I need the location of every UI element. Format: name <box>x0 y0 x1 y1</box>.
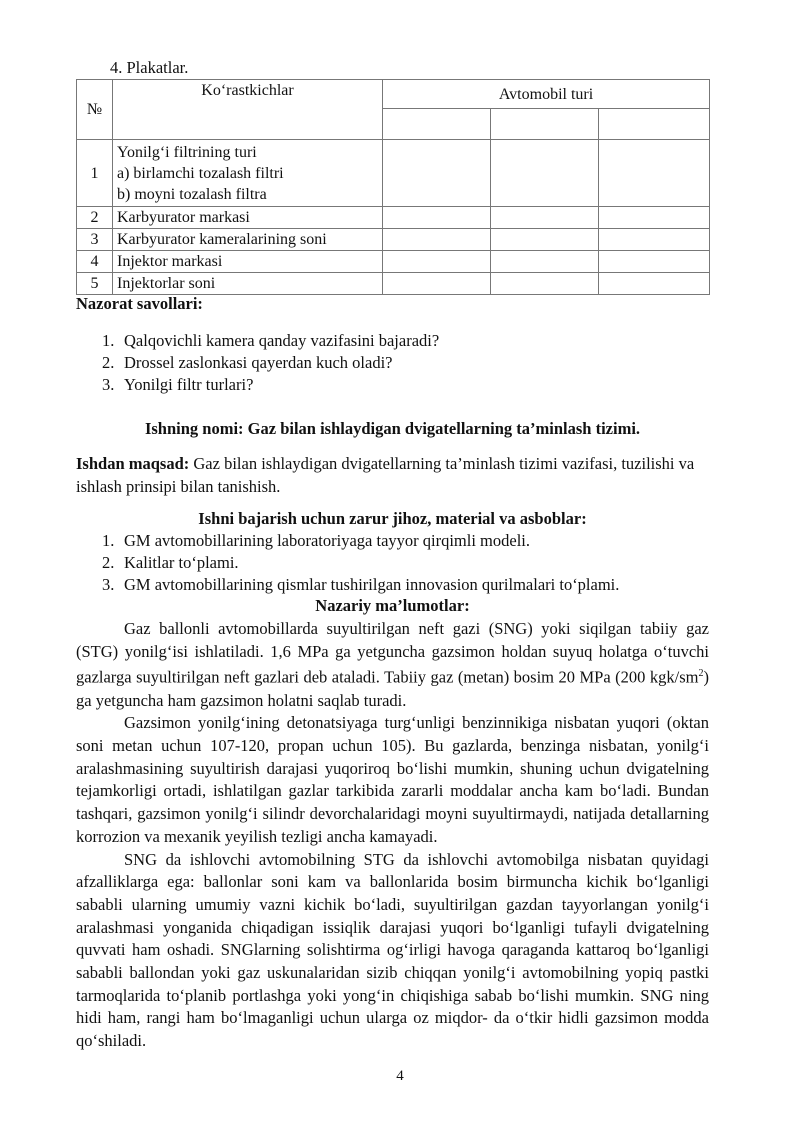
row-label <box>113 140 383 207</box>
table-cell <box>383 251 491 273</box>
table-cell <box>599 273 710 295</box>
table-cell <box>599 251 710 273</box>
list-item <box>76 530 776 552</box>
superscript: 2 <box>698 668 704 680</box>
row-num: 5 <box>77 273 113 295</box>
jihoz-heading: Ishni bajarish uchun zarur jihoz, material va asboblar: <box>198 509 587 528</box>
row-num: 3 <box>77 229 113 251</box>
list-text: GM avtomobillarining laboratoriyaga tayyor qirqimli modeli. <box>124 531 530 550</box>
table-cell <box>491 207 599 229</box>
row-label-line: Yonilg‘i filtrining turi <box>117 143 257 161</box>
table-cell <box>599 109 710 140</box>
list-item <box>76 552 776 574</box>
row-num: 1 <box>77 140 113 207</box>
list-number: 2. <box>102 553 115 572</box>
table-cell <box>491 273 599 295</box>
row-label: Injektor markasi <box>113 251 383 273</box>
table-cell <box>491 229 599 251</box>
paragraph-2: Gazsimon yonilg‘ining detonatsiyaga turg‘unligi benzinnikiga nisbatan yuqori (oktan soni metan uchun 107-120, propan uchun 105). Bu gazlarda, benzinga nisbatan, yonilg‘i aralashmasining suyultirish darajasi yuqoriroq bo‘lishi mumkin, shuning uchun dvigatelning tejamkorligi ortadi, ishlatilgan gazlar tarkibida zararli moddalar ancha kam bo‘ladi. Bundan tashqari, gazsimon yonilg‘i silindr devorchalaridagi moyni suyultirmaydi, natijada detallarning korrozion va mexanik yeyilish tezligi ancha kamayadi. <box>76 713 709 846</box>
table-row <box>77 207 710 229</box>
list-text: Yonilgi filtr turlari? <box>124 375 254 394</box>
list-item <box>76 374 709 396</box>
list-item <box>76 574 776 596</box>
list-number: 1. <box>102 531 115 550</box>
table-row <box>77 140 710 207</box>
maqsad-text: Gaz bilan ishlaydigan dvigatellarning ta’minlash tizimi vazifasi, tuzilishi va ishlash prinsipi bilan tanishish. <box>76 454 695 496</box>
paragraph-1-text: Gaz ballonli avtomobillarda suyultirilgan neft gazi (SNG) yoki siqilgan tabiiy gaz (STG) yonilg‘isi ishlatiladi. 1,6 MPa ga yetguncha gazsimon holdan suyuq holatga o‘tuvchi gazlarga suyultirilgan neft gazlari deb ataladi. Tabiiy gaz (metan) bosim 20 MPa (200 kgk/sm <box>76 619 709 687</box>
list-text: Drossel zaslonkasi qayerdan kuch oladi? <box>124 353 393 372</box>
paragraph-1-text-end: ) ga yetguncha ham gazsimon holatni saqlab turadi. <box>76 667 709 710</box>
header-num: № <box>77 80 113 140</box>
row-label-line: b) moyni tozalash filtra <box>117 185 267 203</box>
paragraph-1 <box>76 618 709 712</box>
list-text: GM avtomobillarining qismlar tushirilgan innovasion qurilmalari to‘plami. <box>124 575 620 594</box>
table-cell <box>383 109 491 140</box>
table-row <box>77 229 710 251</box>
nazariy-heading: Nazariy ma’lumotlar: <box>315 596 470 615</box>
list-item <box>76 352 709 374</box>
table-cell <box>599 229 710 251</box>
row-num: 2 <box>77 207 113 229</box>
paragraph-3: SNG da ishlovchi avtomobilning STG da ishlovchi avtomobilga nisbatan quyidagi afzalliklarga ega: ballonlar soni kam va ballonlarida bosim birmuncha kichik bo‘lganligi sababli ularning umumiy vazni kichik bo‘ladi, suyultirilgan gazdan tayyorlangan yonilg‘i aralashmasi yonganida chiqadigan issiqlik darajasi yuqori bo‘lganligi tufayli dvigatelning quvvati ham oshadi. SNGlarning solishtirma og‘irligi havoga qaraganda kattaroq bo‘lganligi sababli ballondan yoki gaz uskunalaridan sizib chiqqan yonilg‘i avtomobilning yopiq pastki tarmoqlarida to‘planib portlashga yoki yong‘in chiqishiga sabab bo‘lishi mumkin. SNG ning hidi ham, rangi ham bo‘lmaganligi uchun ularga oz miqdor- da o‘tkir hidli gazsimon modda qo‘shiladi. <box>76 849 709 1051</box>
plakatlar-title: 4. Plakatlar. <box>110 58 189 77</box>
table-cell <box>491 251 599 273</box>
vehicle-comparison-table <box>76 79 710 295</box>
ishning-nomi-heading: Ishning nomi: Gaz bilan ishlaydigan dvigatellarning ta’minlash tizimi. <box>144 419 641 438</box>
table-cell <box>599 207 710 229</box>
nazorat-title: Nazorat savollari: <box>76 294 203 313</box>
header-avtomobil-turi: Avtomobil turi <box>383 80 710 109</box>
header-korsatkichlar: Ko‘rastkichlar <box>113 80 383 140</box>
table-cell <box>383 273 491 295</box>
table-cell <box>383 229 491 251</box>
table-cell <box>599 140 710 207</box>
list-text: Qalqovichli kamera qanday vazifasini bajaradi? <box>124 331 440 350</box>
maqsad-label: Ishdan maqsad: <box>76 454 190 473</box>
table-cell <box>491 109 599 140</box>
list-number: 1. <box>102 331 115 350</box>
row-label: Karbyurator markasi <box>113 207 383 229</box>
table-cell <box>383 140 491 207</box>
list-text: Kalitlar to‘plami. <box>124 553 239 572</box>
body-text <box>76 618 709 1053</box>
table-cell <box>383 207 491 229</box>
row-label: Karbyurator kameralarining soni <box>113 229 383 251</box>
maqsad-paragraph <box>76 453 709 498</box>
table-cell <box>491 140 599 207</box>
row-label-line: a) birlamchi tozalash filtri <box>117 164 284 182</box>
row-label: Injektorlar soni <box>113 273 383 295</box>
list-number: 2. <box>102 353 115 372</box>
nazorat-list <box>76 330 709 396</box>
list-number: 3. <box>102 575 115 594</box>
row-num: 4 <box>77 251 113 273</box>
list-item <box>76 330 709 352</box>
page-number: 4 <box>396 1068 404 1084</box>
jihoz-list <box>76 530 776 596</box>
list-number: 3. <box>102 375 115 394</box>
table-row <box>77 273 710 295</box>
table-row <box>77 251 710 273</box>
